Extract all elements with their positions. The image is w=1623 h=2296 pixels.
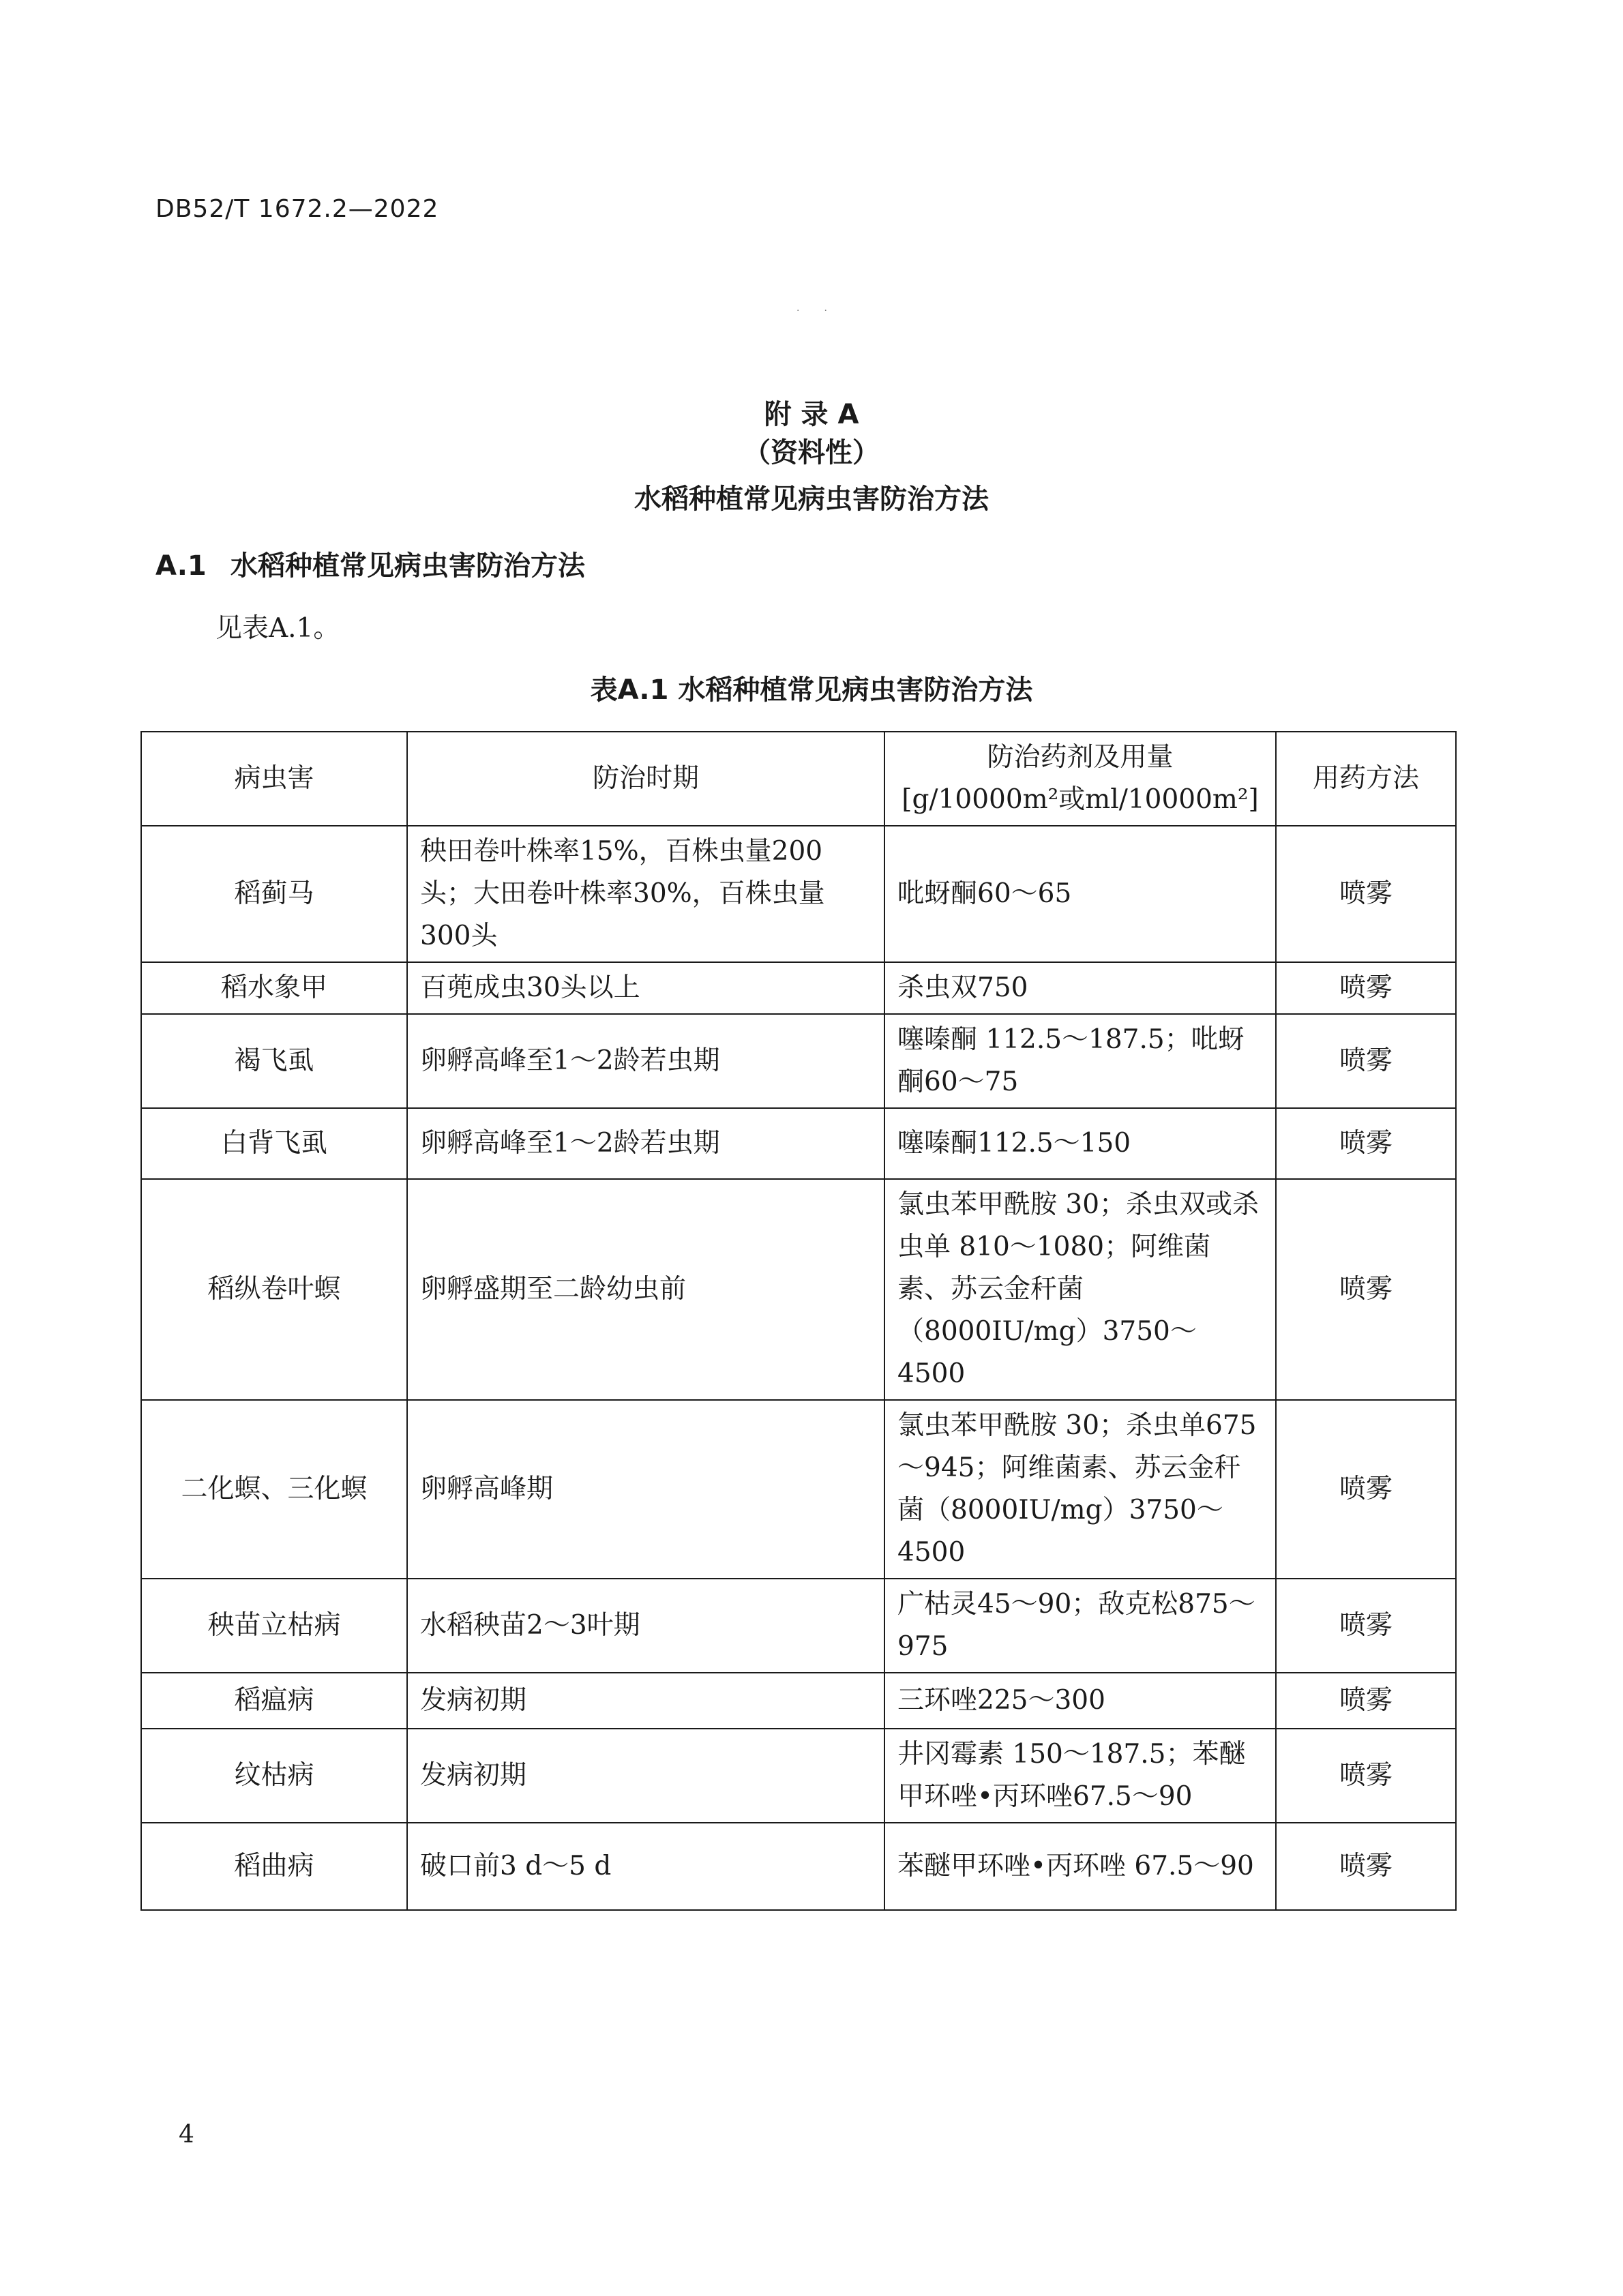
cell-pest: 白背飞虱 [141, 1108, 407, 1179]
cell-timing: 发病初期 [407, 1729, 884, 1823]
cell-agent: 井冈霉素 150～187.5；苯醚甲环唑•丙环唑67.5～90 [884, 1729, 1276, 1823]
section-number: A.1 [155, 550, 207, 582]
cell-pest: 稻瘟病 [141, 1673, 407, 1729]
cell-agent: 三环唑225～300 [884, 1673, 1276, 1729]
section-heading [155, 544, 585, 583]
cell-pest: 稻蓟马 [141, 826, 407, 962]
table-reference: 见表A.1。 [215, 613, 340, 644]
col-header-agent [884, 732, 1276, 826]
cell-timing: 发病初期 [407, 1673, 884, 1729]
cell-pest: 纹枯病 [141, 1729, 407, 1823]
cell-timing: 百蔸成虫30头以上 [407, 962, 884, 1014]
cell-timing: 秧田卷叶株率15%，百株虫量200头；大田卷叶株率30%，百株虫量300头 [407, 826, 884, 962]
document-code: DB52/T 1672.2—2022 [155, 195, 439, 223]
appendix-title: 附 录 A [764, 399, 859, 430]
page-number: 4 [179, 2121, 194, 2149]
cell-method: 喷雾 [1276, 1179, 1456, 1400]
table-row [141, 1673, 1456, 1729]
cell-timing: 水稻秧苗2～3叶期 [407, 1579, 884, 1673]
cell-method: 喷雾 [1276, 826, 1456, 962]
table-row [141, 1179, 1456, 1400]
cell-pest: 二化螟、三化螟 [141, 1400, 407, 1579]
table-row [141, 1014, 1456, 1108]
pest-control-table [140, 731, 1457, 1911]
cell-method: 喷雾 [1276, 962, 1456, 1014]
cell-method: 喷雾 [1276, 1014, 1456, 1108]
col-header-method: 用药方法 [1276, 732, 1456, 826]
table-row [141, 1579, 1456, 1673]
cell-agent: 广枯灵45～90；敌克松875～975 [884, 1579, 1276, 1673]
cell-agent: 噻嗪酮112.5～150 [884, 1108, 1276, 1179]
col-header-agent-line2: [g/10000m²或ml/10000m²] [902, 784, 1259, 815]
cell-timing: 卵孵高峰期 [407, 1400, 884, 1579]
table-row [141, 1729, 1456, 1823]
table-row [141, 962, 1456, 1014]
table-row [141, 1108, 1456, 1179]
cell-method: 喷雾 [1276, 1823, 1456, 1910]
cell-method: 喷雾 [1276, 1108, 1456, 1179]
cell-method: 喷雾 [1276, 1673, 1456, 1729]
cell-method: 喷雾 [1276, 1579, 1456, 1673]
table-row [141, 1823, 1456, 1910]
cell-agent: 氯虫苯甲酰胺 30；杀虫双或杀虫单 810～1080；阿维菌素、苏云金秆菌（8000IU/mg）3750～4500 [884, 1179, 1276, 1400]
cell-pest: 稻水象甲 [141, 962, 407, 1014]
cell-timing: 卵孵盛期至二龄幼虫前 [407, 1179, 884, 1400]
cell-timing: 卵孵高峰至1～2龄若虫期 [407, 1108, 884, 1179]
appendix-nature: （资料性） [743, 437, 880, 468]
cell-pest: 秧苗立枯病 [141, 1579, 407, 1673]
section-title: 水稻种植常见病虫害防治方法 [230, 550, 585, 582]
cell-pest: 稻曲病 [141, 1823, 407, 1910]
cell-timing: 破口前3 d～5 d [407, 1823, 884, 1910]
table-caption: 表A.1 水稻种植常见病虫害防治方法 [590, 674, 1033, 706]
cell-agent: 氯虫苯甲酰胺 30；杀虫单675～945；阿维菌素、苏云金秆菌（8000IU/mg）3750～4500 [884, 1400, 1276, 1579]
col-header-agent-line1: 防治药剂及用量 [987, 742, 1174, 773]
table-header-row [141, 732, 1456, 826]
cell-agent: 噻嗪酮 112.5～187.5；吡蚜酮60～75 [884, 1014, 1276, 1108]
col-header-pest: 病虫害 [141, 732, 407, 826]
appendix-name: 水稻种植常见病虫害防治方法 [634, 483, 989, 515]
scan-specks: ·· [796, 305, 852, 316]
cell-agent: 吡蚜酮60～65 [884, 826, 1276, 962]
cell-timing: 卵孵高峰至1～2龄若虫期 [407, 1014, 884, 1108]
cell-method: 喷雾 [1276, 1729, 1456, 1823]
cell-agent: 杀虫双750 [884, 962, 1276, 1014]
cell-agent: 苯醚甲环唑•丙环唑 67.5～90 [884, 1823, 1276, 1910]
cell-method: 喷雾 [1276, 1400, 1456, 1579]
cell-pest: 褐飞虱 [141, 1014, 407, 1108]
table-row [141, 826, 1456, 962]
table-row [141, 1400, 1456, 1579]
col-header-timing: 防治时期 [407, 732, 884, 826]
cell-pest: 稻纵卷叶螟 [141, 1179, 407, 1400]
